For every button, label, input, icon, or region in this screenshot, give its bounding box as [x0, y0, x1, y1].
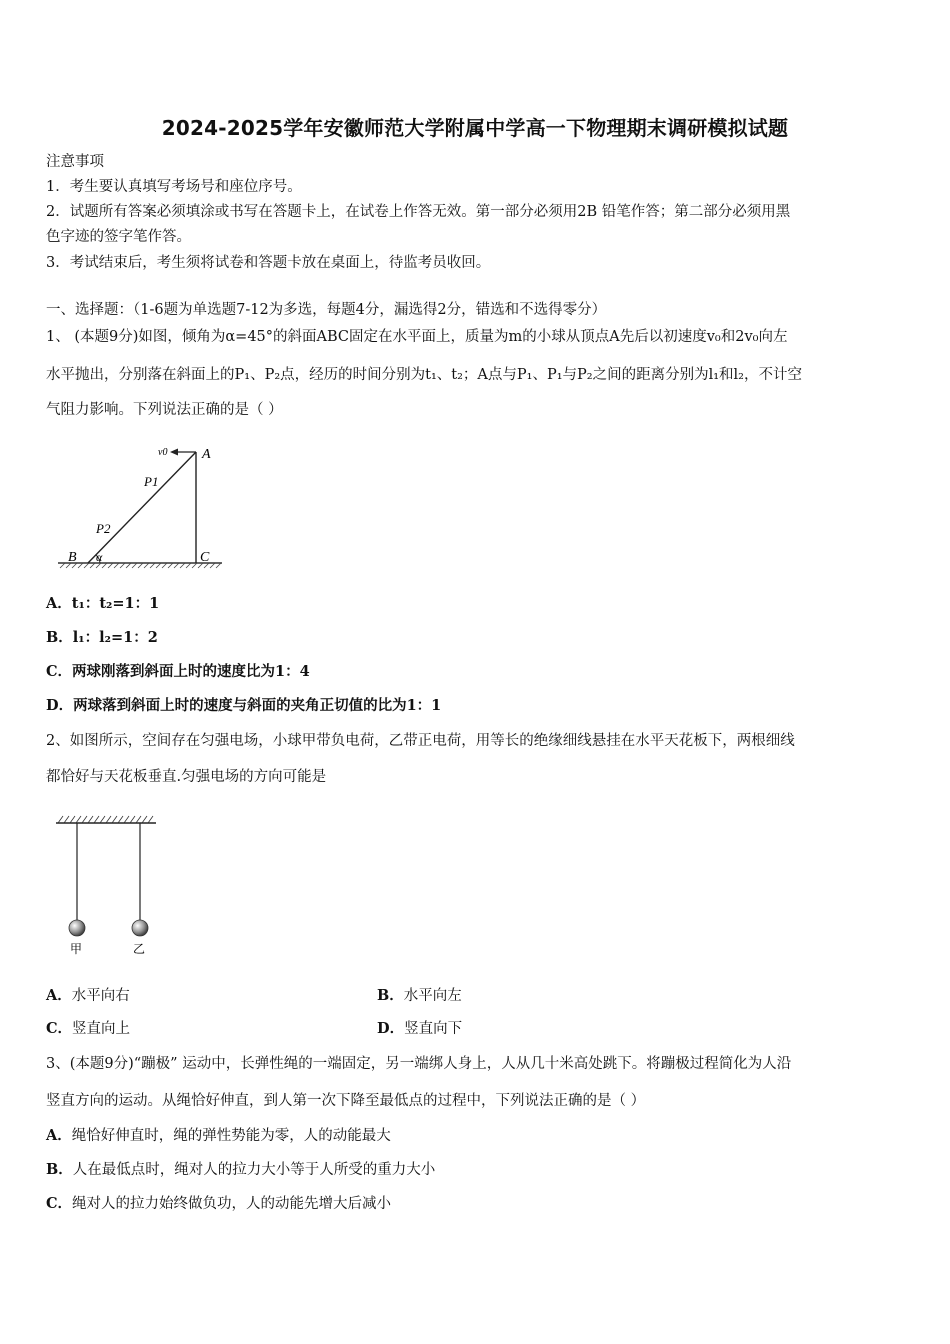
q1-line-3: 气阻力影响。下列说法正确的是（ ）: [46, 402, 283, 418]
notice-item-2: 2．试题所有答案必须填涂或书写在答题卡上，在试卷上作答无效。第一部分必须用2B 铅笔作答；第二部分必须用黑: [46, 204, 791, 220]
q3-line-1: 3、(本题9分)“蹦极” 运动中，长弹性绳的一端固定，另一端绑人身上，人从几十米高处跳下。将蹦极过程简化为人沿: [46, 1056, 792, 1072]
notice-item-3: 3．考试结束后，考生须将试卷和答题卡放在桌面上，待监考员收回。: [46, 255, 491, 271]
incline-figure: [52, 438, 232, 573]
q1-option-c: C．两球刚落到斜面上时的速度比为1：4: [46, 663, 310, 680]
velocity-arrow-icon: [170, 449, 178, 456]
q2-option-d: D．竖直向下: [377, 1020, 463, 1037]
ball-yi: [132, 920, 148, 936]
pendulum-figure: [52, 808, 162, 958]
q2-line-1: 2、如图所示，空间存在匀强电场，小球甲带负电荷，乙带正电荷，用等长的绝缘细线悬挂在水平天花板下，两根细线: [46, 733, 795, 749]
q1-line-2: 水平抛出，分别落在斜面上的P₁、P₂点，经历的时间分别为t₁、t₂；A点与P₁、P₁与P₂之间的距离分别为l₁和l₂，不计空: [46, 367, 802, 383]
label-yi: 乙: [133, 942, 146, 956]
q1-option-b: B．l₁：l₂=1：2: [46, 629, 158, 646]
label-P2: P2: [96, 521, 111, 536]
label-A: A: [202, 447, 211, 462]
label-B: B: [68, 550, 77, 565]
q2-option-a: A．水平向右: [46, 987, 130, 1004]
label-alpha: α: [96, 550, 103, 564]
q3-option-c: C．绳对人的拉力始终做负功，人的动能先增大后减小: [46, 1195, 392, 1212]
incline-line: [88, 452, 196, 563]
q3-line-2: 竖直方向的运动。从绳恰好伸直，到人第一次下降至最低点的过程中，下列说法正确的是（ ）: [46, 1093, 646, 1109]
notice-item-1: 1．考生要认真填写考场号和座位序号。: [46, 179, 302, 195]
label-C: C: [200, 550, 210, 565]
notice-heading: 注意事项: [46, 154, 104, 170]
section-heading: 一、选择题：（1-6题为单选题7-12为多选，每题4分，漏选得2分，错选和不选得零分）: [46, 302, 607, 318]
q2-option-c: C．竖直向上: [46, 1020, 131, 1037]
q2-option-b: B．水平向左: [377, 987, 462, 1004]
label-v0: v0: [158, 447, 168, 458]
label-P1: P1: [144, 474, 159, 489]
q3-option-b: B．人在最低点时，绳对人的拉力大小等于人所受的重力大小: [46, 1161, 436, 1178]
label-jia: 甲: [70, 942, 83, 956]
ball-jia: [69, 920, 85, 936]
q3-option-a: A．绳恰好伸直时，绳的弹性势能为零，人的动能最大: [46, 1127, 391, 1144]
q1-line-1: 1、 (本题9分)如图，倾角为α=45°的斜面ABC固定在水平面上，质量为m的小球从顶点A先后以初速度v₀和2v₀向左: [46, 329, 788, 345]
q2-line-2: 都恰好与天花板垂直.匀强电场的方向可能是: [46, 769, 327, 785]
q1-option-d: D．两球落到斜面上时的速度与斜面的夹角正切值的比为1：1: [46, 697, 442, 714]
q1-option-a: A．t₁：t₂=1：1: [46, 595, 160, 612]
notice-item-2-cont: 色字迹的签字笔作答。: [46, 229, 191, 245]
page-title: 2024-2025学年安徽师范大学附属中学高一下物理期末调研模拟试题: [161, 116, 789, 140]
